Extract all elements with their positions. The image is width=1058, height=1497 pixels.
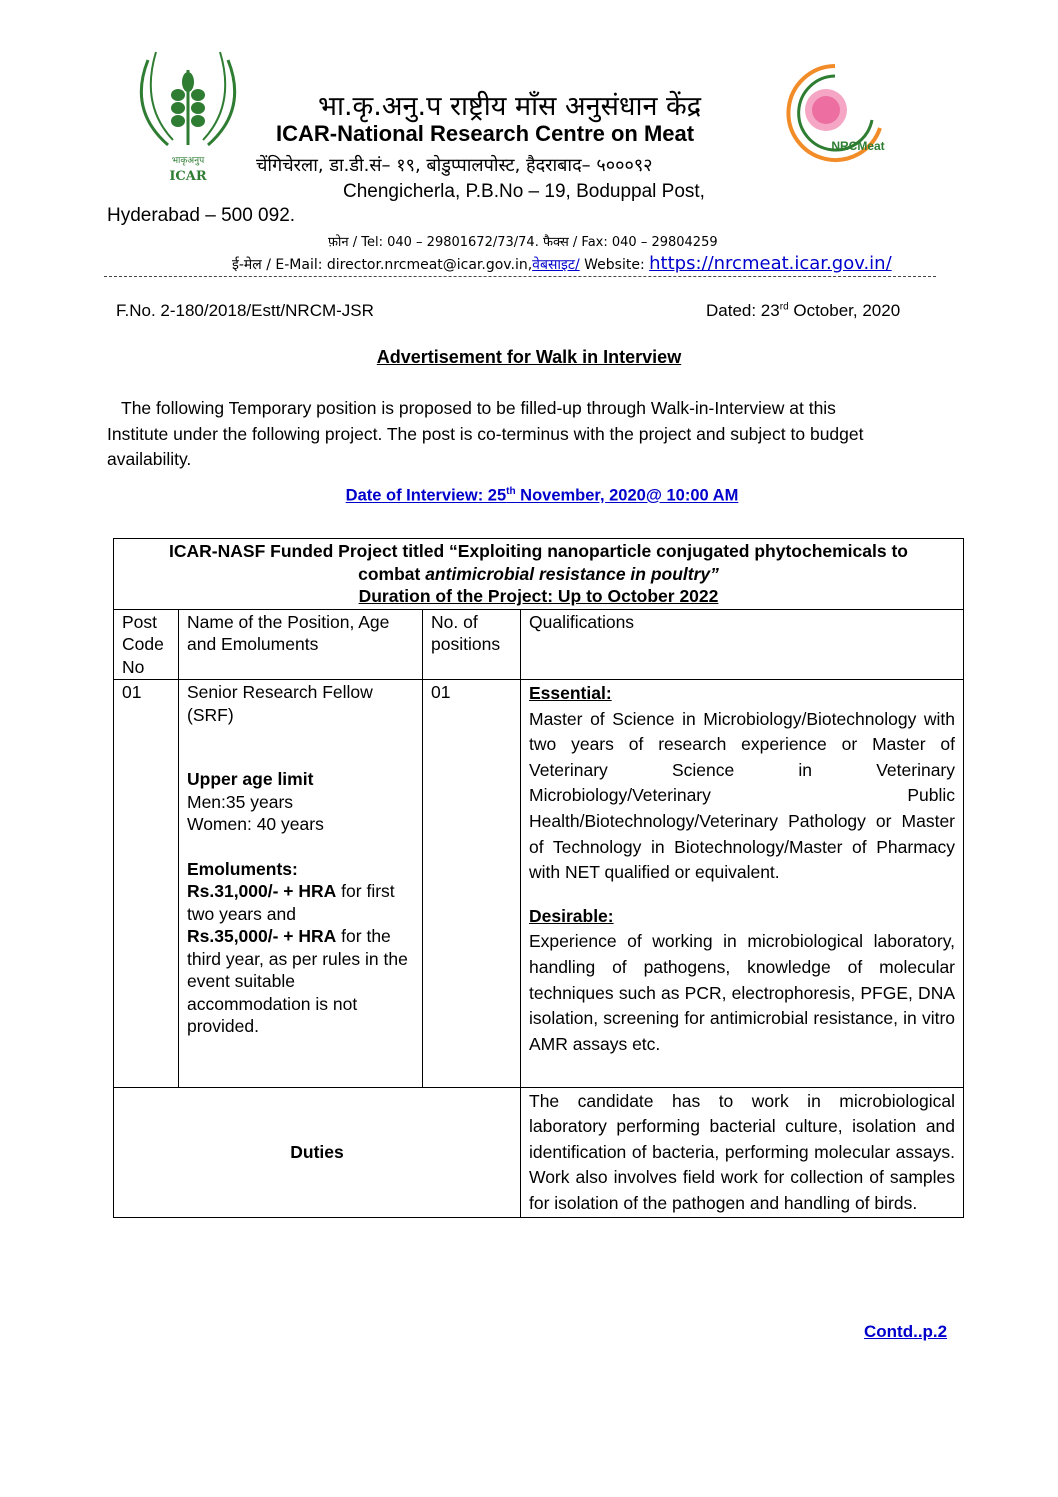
header-divider [104,276,936,277]
address-hindi: चेंगिचेरला, डा.डी.सं– १९, बोडुप्पालपोस्ट, हैदराबाद– ५०००९२ [256,155,653,176]
phone-fax-line: फ़ोन / Tel: 040 – 29801672/73/74. फैक्स / Fax: 040 – 29804259 [328,235,718,250]
header-no-positions: No. of positions [423,609,521,680]
project-title-row [114,539,964,610]
advertisement-title: Advertisement for Walk in Interview [376,347,682,367]
email-text: ई-मेल / E-Mail: director.nrcmeat@icar.gov.in, [232,257,533,273]
website-label: Website: [579,257,650,273]
institute-title-english: ICAR-National Research Centre on Meat [276,121,695,146]
duties-text: The candidate has to work in microbiological laboratory performing bacterial culture, isolation and identification of bacteria, performing molecular assays. Work also involves field work for collection of samples for isolation of the pathogen and handling of birds. [521,1087,964,1218]
table-header-row [114,609,964,680]
interview-date: Date of Interview: 25th November, 2020@ 10:00 AM [345,486,739,505]
project-title-cell: ICAR-NASF Funded Project titled “Exploiting nanoparticle conjugated phytochemicals to combat antimicrobial resistance in poultry” Duration of the Project: Up to October 2022 [114,539,964,610]
email-website-line [232,253,892,274]
address-line-1: Chengicherla, P.B.No – 19, Boduppal Post, [343,181,705,202]
nrcmeat-logo [780,58,890,168]
no-positions-value: 01 [423,680,521,1088]
position-details: Senior Research Fellow (SRF) Upper age limit Men:35 years Women: 40 years Emoluments: Rs.31,000/- + HRA for first two years and Rs.35,000/- + HRA for the third year, as per rules in the event suitable accommodation is not provided. [179,680,423,1088]
qualifications-cell [521,680,964,1088]
upper-age-limit-heading: Upper age limit [187,769,314,789]
date-line: Dated: 23rd October, 2020 [706,301,901,320]
duties-row [114,1087,964,1218]
table-row [114,680,964,1088]
icar-logo [128,40,248,190]
position-table [113,538,964,1218]
institute-title-hindi: भा.कृ.अनु.प राष्ट्रीय माँस अनुसंधान केंद्र [318,91,702,122]
svg-text:NRCMeat: NRCMeat [831,139,885,153]
continued-link[interactable]: Contd..p.2 [864,1322,948,1341]
essential-text: Master of Science in Microbiology/Biotechnology with two years of research experience or Master of Veterinary Science in Veterinary Microbiology/Veterinary Public Health/Biotechnology/Veterinary Pathology or Master of Technology in Biotechnology/Master of Pharmacy with NET qualified or equivalent. [529,708,956,883]
intro-paragraph: The following Temporary position is proposed to be filled-up through Walk-in-Interview at this Institute under the following project. The post is co-terminus with the project and subject to budget availability. [107,398,864,469]
svg-text:भाकृअनुप: भाकृअनुप [171,156,205,166]
emoluments-heading: Emoluments: [187,858,298,879]
svg-text:ICAR: ICAR [169,169,207,184]
address-line-2: Hyderabad – 500 092. [107,205,296,226]
header-position: Name of the Position, Age and Emoluments [179,609,423,680]
website-link[interactable]: https://nrcmeat.icar.gov.in/ [649,253,892,274]
essential-heading: Essential: [529,683,612,703]
duties-label: Duties [114,1087,521,1218]
file-number: F.No. 2-180/2018/Estt/NRCM-JSR [116,301,374,320]
header-qualifications: Qualifications [521,609,964,680]
desirable-heading: Desirable: [529,905,614,926]
desirable-text: Experience of working in microbiological laboratory, handling of pathogens, knowledge of molecular techniques such as PCR, electrophoresis, PFGE, DNA isolation, screening for antimicrobial resistance, in vitro AMR assays etc. [529,931,956,1054]
header-post-code: Post Code No [114,609,179,680]
website-hindi-link[interactable]: वेबसाइट/ [532,257,580,273]
post-code-value: 01 [114,680,179,1088]
